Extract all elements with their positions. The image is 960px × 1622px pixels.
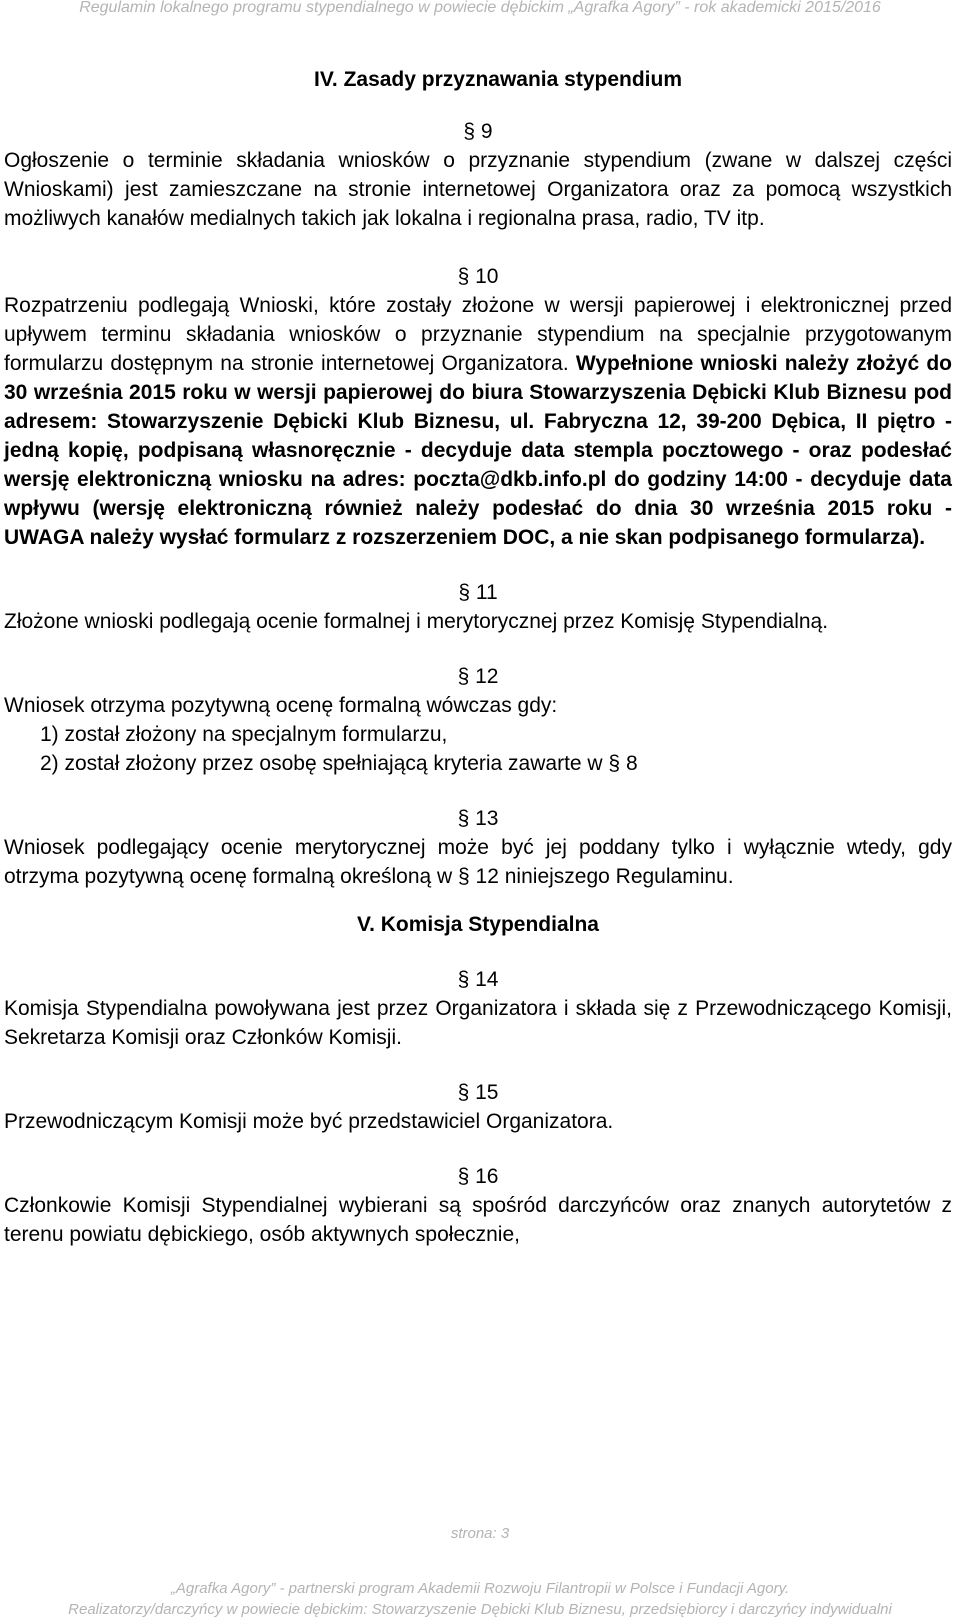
running-header: Regulamin lokalnego programu stypendialnego w powiecie dębickim „Agrafka Agory” - rok akademicki 2015/2016 bbox=[79, 0, 881, 16]
footer-line-2: Realizatorzy/darczyńcy w powiecie dębickim: Stowarzyszenie Dębicki Klub Biznesu, przedsiębiorcy i darczyńcy indywidualni bbox=[68, 1601, 892, 1618]
document-body bbox=[0, 66, 956, 1249]
paragraph-12-mark: § 12 bbox=[457, 665, 499, 688]
paragraph-15-text: Przewodniczącym Komisji może być przedstawiciel Organizatora. bbox=[4, 1110, 614, 1133]
paragraph-11 bbox=[0, 579, 956, 636]
paragraph-16 bbox=[0, 1163, 956, 1249]
chapter-iv-title: IV. Zasady przyznawania stypendium bbox=[313, 68, 682, 91]
paragraph-14 bbox=[0, 966, 956, 1052]
paragraph-12 bbox=[0, 663, 956, 778]
paragraph-13-text: Wniosek podlegający ocenie merytorycznej może być jej poddany tylko i wyłącznie wtedy, gdy otrzyma pozytywną ocenę formalną określoną w § 12 niniejszego Regulaminu. bbox=[4, 836, 952, 888]
paragraph-13 bbox=[0, 805, 956, 891]
paragraph-11-text: Złożone wnioski podlegają ocenie formalnej i merytorycznej przez Komisję Stypendialną. bbox=[4, 610, 829, 633]
paragraph-12-list bbox=[0, 720, 956, 778]
paragraph-9-mark: § 9 bbox=[463, 120, 493, 143]
paragraph-10 bbox=[0, 263, 956, 552]
paragraph-10-text bbox=[0, 291, 956, 552]
paragraph-10-plain-text: Rozpatrzeniu podlegają Wnioski, które zostały złożone w wersji papierowej i elektronicznej przed upływem terminu składania wniosków o przyznanie stypendium na specjalnie przygotowanym formularzu dostępnym na stronie internetowej Organizatora. bbox=[4, 294, 952, 375]
paragraph-9 bbox=[0, 118, 956, 233]
paragraph-16-mark: § 16 bbox=[457, 1165, 499, 1188]
paragraph-13-mark: § 13 bbox=[457, 807, 499, 830]
paragraph-15-mark: § 15 bbox=[457, 1081, 499, 1104]
list-item: 1) został złożony na specjalnym formularzu, bbox=[40, 723, 448, 746]
paragraph-9-text: Ogłoszenie o terminie składania wniosków o przyznanie stypendium (zwane w dalszej części Wnioskami) jest zamieszczane na stronie internetowej Organizatora oraz za pomocą wszystkich możliwych kanałów medialnych takich jak lokalna i regionalna prasa, radio, TV itp. bbox=[4, 149, 952, 230]
paragraph-15 bbox=[0, 1079, 956, 1136]
paragraph-14-text: Komisja Stypendialna powoływana jest przez Organizatora i składa się z Przewodniczącego Komisji, Sekretarza Komisji oraz Członków Komisji. bbox=[4, 997, 952, 1049]
paragraph-10-bold-text: Wypełnione wnioski należy złożyć do 30 września 2015 roku w wersji papierowej do biura Stowarzyszenia Dębicki Klub Biznesu pod adresem: Stowarzyszenie Dębicki Klub Biznesu, ul. Fabryczna 12, 39-200 Dębica, II piętro - jedną kopię, podpisaną własnoręcznie - decyduje data stempla pocztowego - oraz podesłać wersję elektroniczną wniosku na adres: poczta@dkb.info.pl do godziny 14:00 - decyduje data wpływu (wersję elektroniczną również należy podesłać do dnia 30 września 2015 roku - UWAGA należy wysłać formularz z rozszerzeniem DOC, a nie skan podpisanego formularza). bbox=[4, 352, 952, 549]
page-footer bbox=[0, 1578, 960, 1620]
paragraph-12-text: Wniosek otrzyma pozytywną ocenę formalną wówczas gdy: bbox=[4, 694, 558, 717]
paragraph-10-mark: § 10 bbox=[457, 265, 499, 288]
footer-line-1: „Agrafka Agory” - partnerski program Akademii Rozwoju Filantropii w Polsce i Fundacji Agory. bbox=[170, 1580, 790, 1597]
chapter-v-title: V. Komisja Stypendialna bbox=[357, 913, 599, 936]
page-number: strona: 3 bbox=[450, 1525, 510, 1542]
paragraph-14-mark: § 14 bbox=[457, 968, 499, 991]
list-item: 2) został złożony przez osobę spełniającą kryteria zawarte w § 8 bbox=[40, 752, 638, 775]
paragraph-11-mark: § 11 bbox=[458, 581, 498, 604]
paragraph-16-text: Członkowie Komisji Stypendialnej wybierani są spośród darczyńców oraz znanych autorytetów z terenu powiatu dębickiego, osób aktywnych społecznie, bbox=[4, 1194, 952, 1246]
